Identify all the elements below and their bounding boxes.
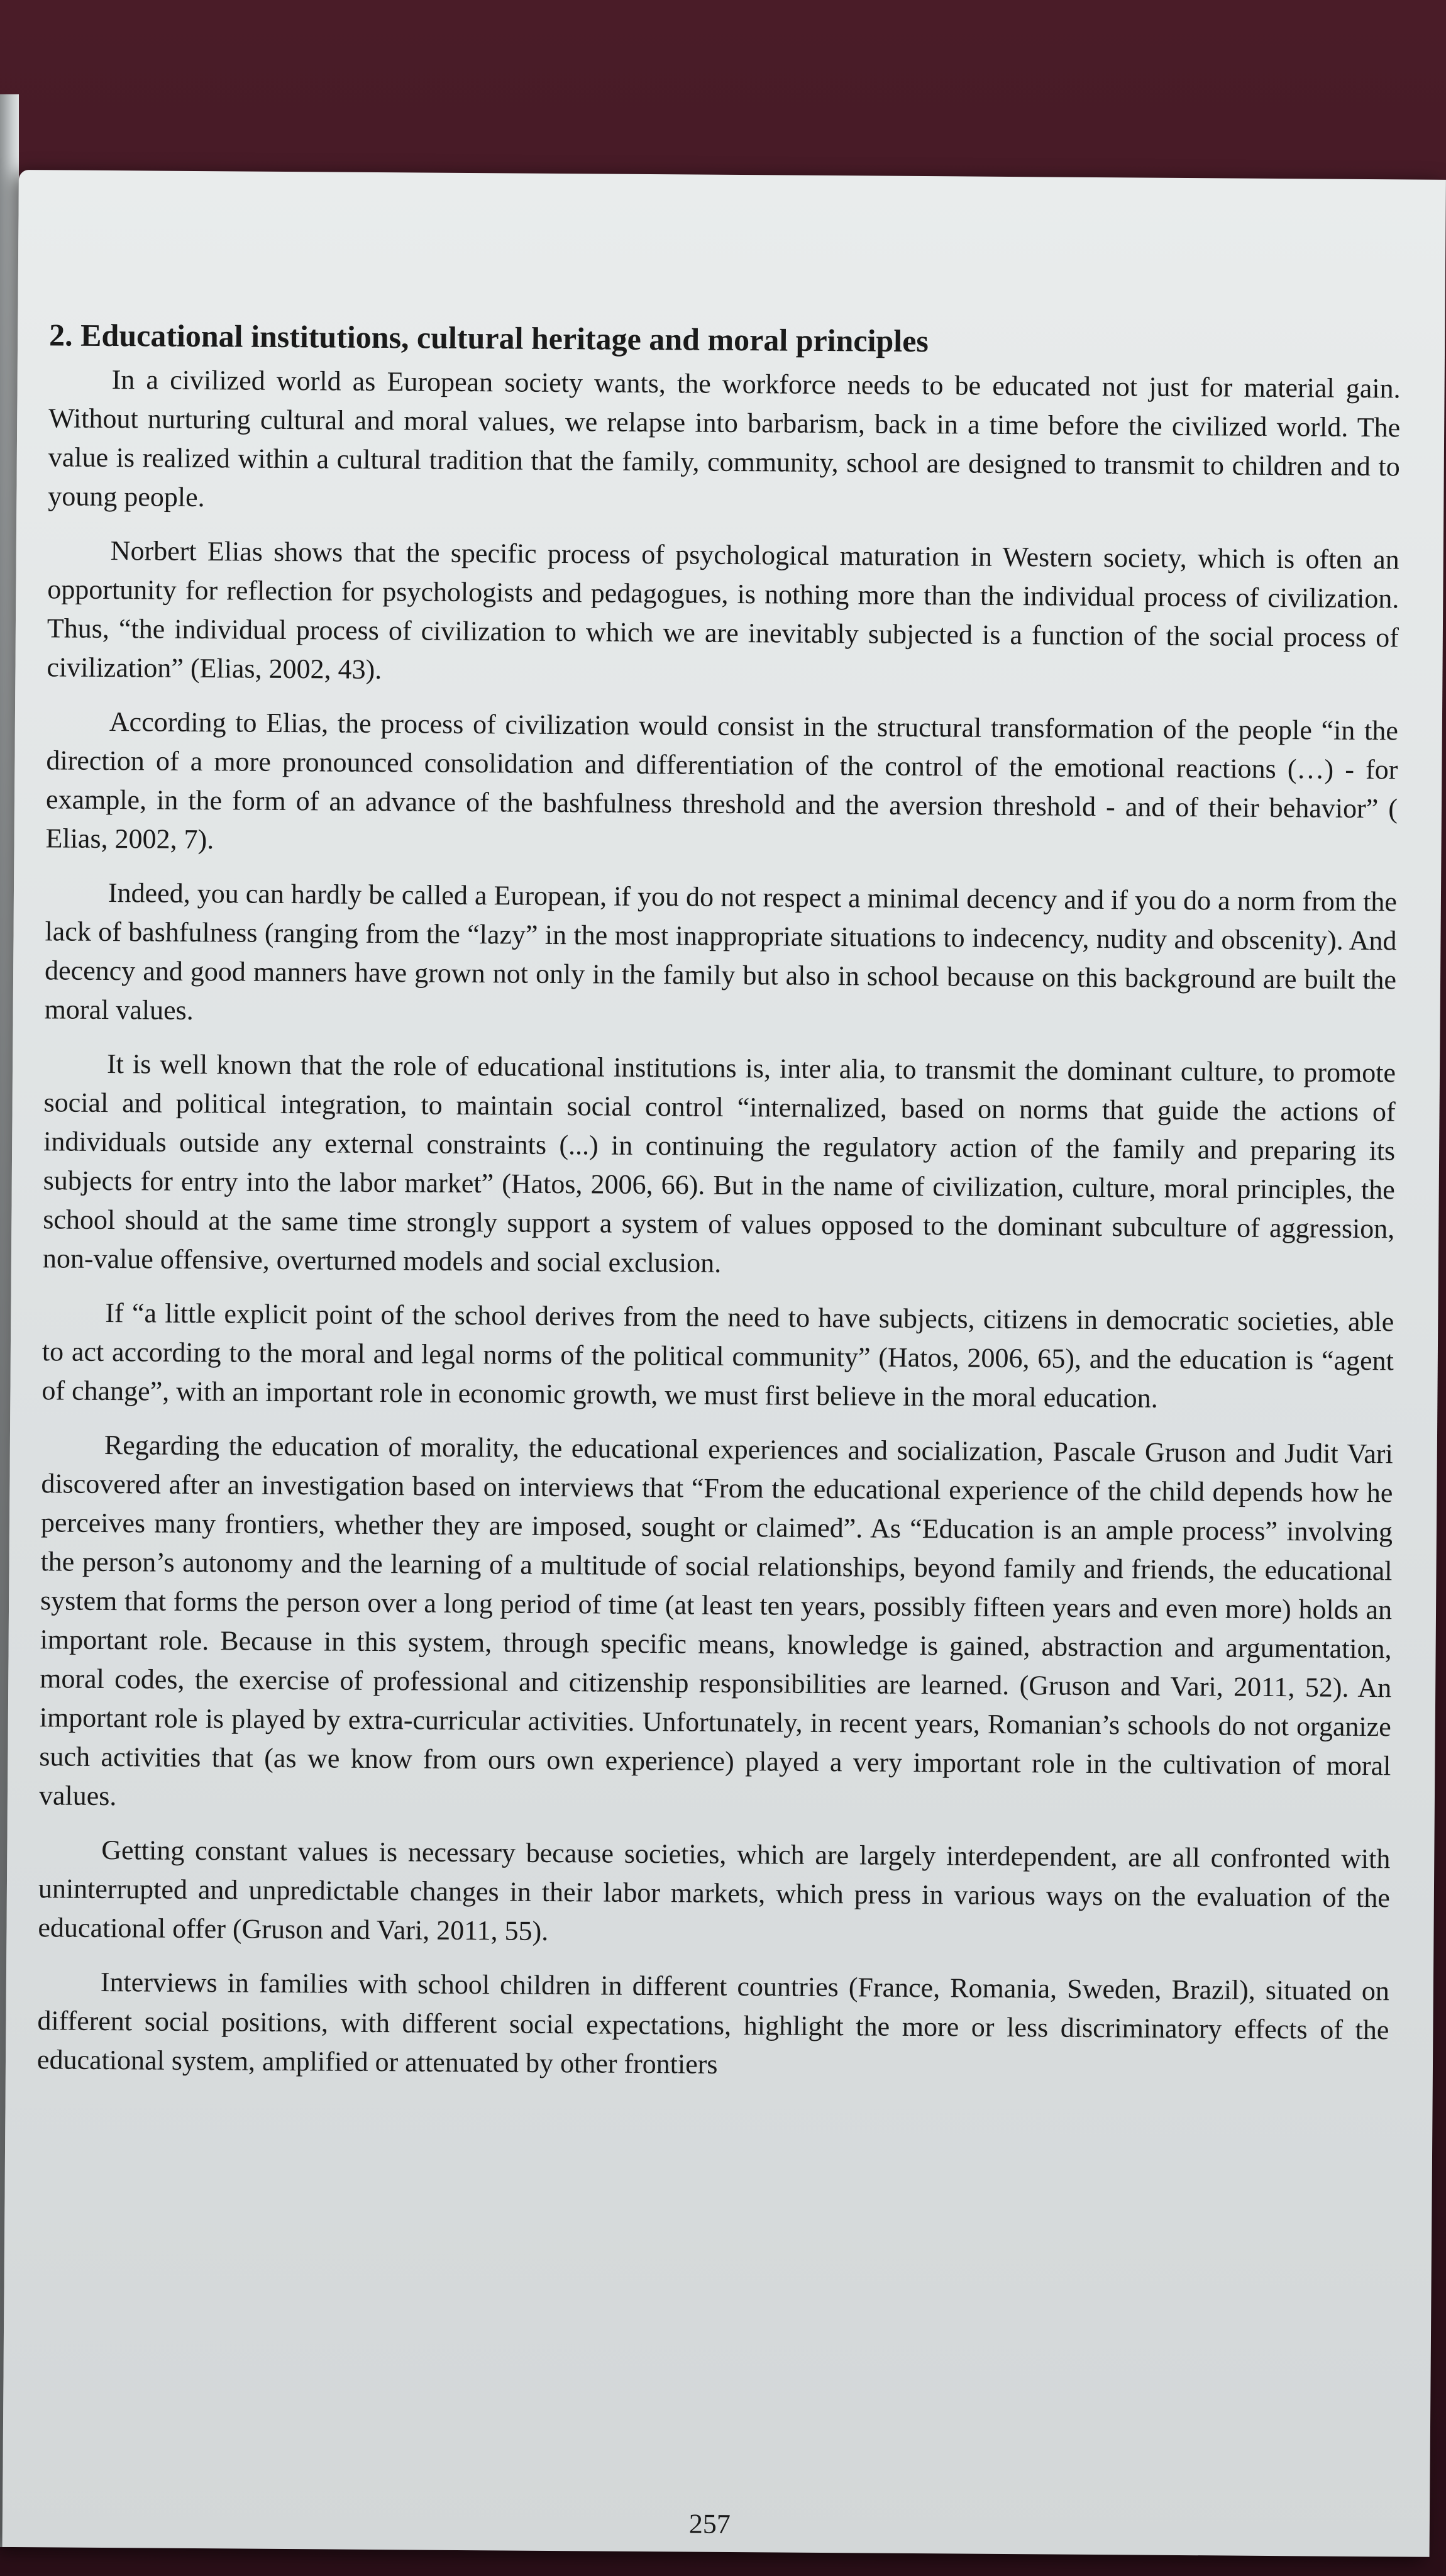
paragraph-1: In a civilized world as European society wants, the workforce needs to be educated not just for material gain. Without nurturing cultural and moral values, we relapse into barbarism, back in a time before the civilized world. The value is realized within a cultural tradition that the family, community, school are designed to transmit to children and to young people. bbox=[48, 364, 1401, 513]
paragraph-7: Regarding the education of morality, the educational experiences and socialization, Pascale Gruson and Judit Vari discovered after an investigation based on interviews that “From the educational experience of the child depends how he perceives many frontiers, whether they are imposed, sought or claimed”. As “Education is an ample process” involving the person’s autonomy and the learning of a multitude of social relationships, beyond family and friends, the educational system that forms the person over a long period of time (at least ten years, possibly fifteen years and even more) holds an important role. Because in this system, through specific means, knowledge is gained, abstraction and argumentation, moral codes, the exercise of professional and citizenship responsibilities are learned. (Gruson and Vari, 2011, 52). An important role is played by extra-curricular activities. Unfortunately, in recent years, Romanian’s schools do not organize such activities that (as we know from ours own experience) played a very important role in the cultivation of moral values. bbox=[38, 1429, 1393, 1812]
page-content bbox=[36, 314, 1401, 2540]
paragraph-8: Getting constant values is necessary because societies, which are largely interdependent, are all confronted with uninterrupted and unpredictable changes in their labor markets, which press in various ways on the evaluation of the educational offer (Gruson and Vari, 2011, 55). bbox=[38, 1834, 1391, 1946]
book-page bbox=[3, 170, 1446, 2557]
paragraph-6: If “a little explicit point of the school derives from the need to have subjects, citizens in democratic societies, able to act according to the moral and legal norms of the political community” (Hatos, 2006, 65), and the education is “agent of change”, with an important role in economic growth, we must first believe in the moral education. bbox=[41, 1297, 1394, 1414]
page-number: 257 bbox=[688, 2508, 731, 2540]
paragraph-2: Norbert Elias shows that the specific process of psychological maturation in Western society, which is often an opportunity for reflection for psychologists and pedagogues, is nothing more than the individual process of civilization. Thus, “the individual process of civilization to which we are inevitably subjected is a function of the social process of civilization” (Elias, 2002, 43). bbox=[47, 535, 1399, 686]
paragraph-3: According to Elias, the process of civilization would consist in the structural transformation of the people “in the direction of a more pronounced consolidation and differentiation of the control of the emotional reactions (…) - for example, in the form of an advance of the bashfulness threshold and the aversion threshold - and of their behavior” ( Elias, 2002, 7). bbox=[45, 706, 1398, 855]
paragraph-4: Indeed, you can hardly be called a European, if you do not respect a minimal decency and if you do a norm from the lack of bashfulness (ranging from the “lazy” in the most inappropriate situations to indecency, nudity and obscenity). And decency and good manners have grown not only in the family but also in school because on this background are built the moral values. bbox=[44, 877, 1398, 1026]
paragraph-5: It is well known that the role of educational institutions is, inter alia, to transmit the dominant culture, to promote social and political integration, to maintain social control “internalized, based on norms that guide the actions of individuals outside any external constraints (...) in continuing the regulatory action of the family and preparing its subjects for entry into the labor market” (Hatos, 2006, 66). But in the name of civilization, culture, moral principles, the school should at the same time strongly support a system of values opposed to the dominant subculture of aggression, non-value offensive, overturned models and social exclusion. bbox=[42, 1048, 1396, 1279]
paragraph-9: Interviews in families with school children in different countries (France, Romania, Sweden, Brazil), situated on different social positions, with different social expectations, highlight the more or less discriminatory effects of the educational system, amplified or attenuated by other frontiers bbox=[36, 1966, 1390, 2080]
section-title: 2. Educational institutions, cultural heritage and moral principles bbox=[48, 317, 929, 359]
